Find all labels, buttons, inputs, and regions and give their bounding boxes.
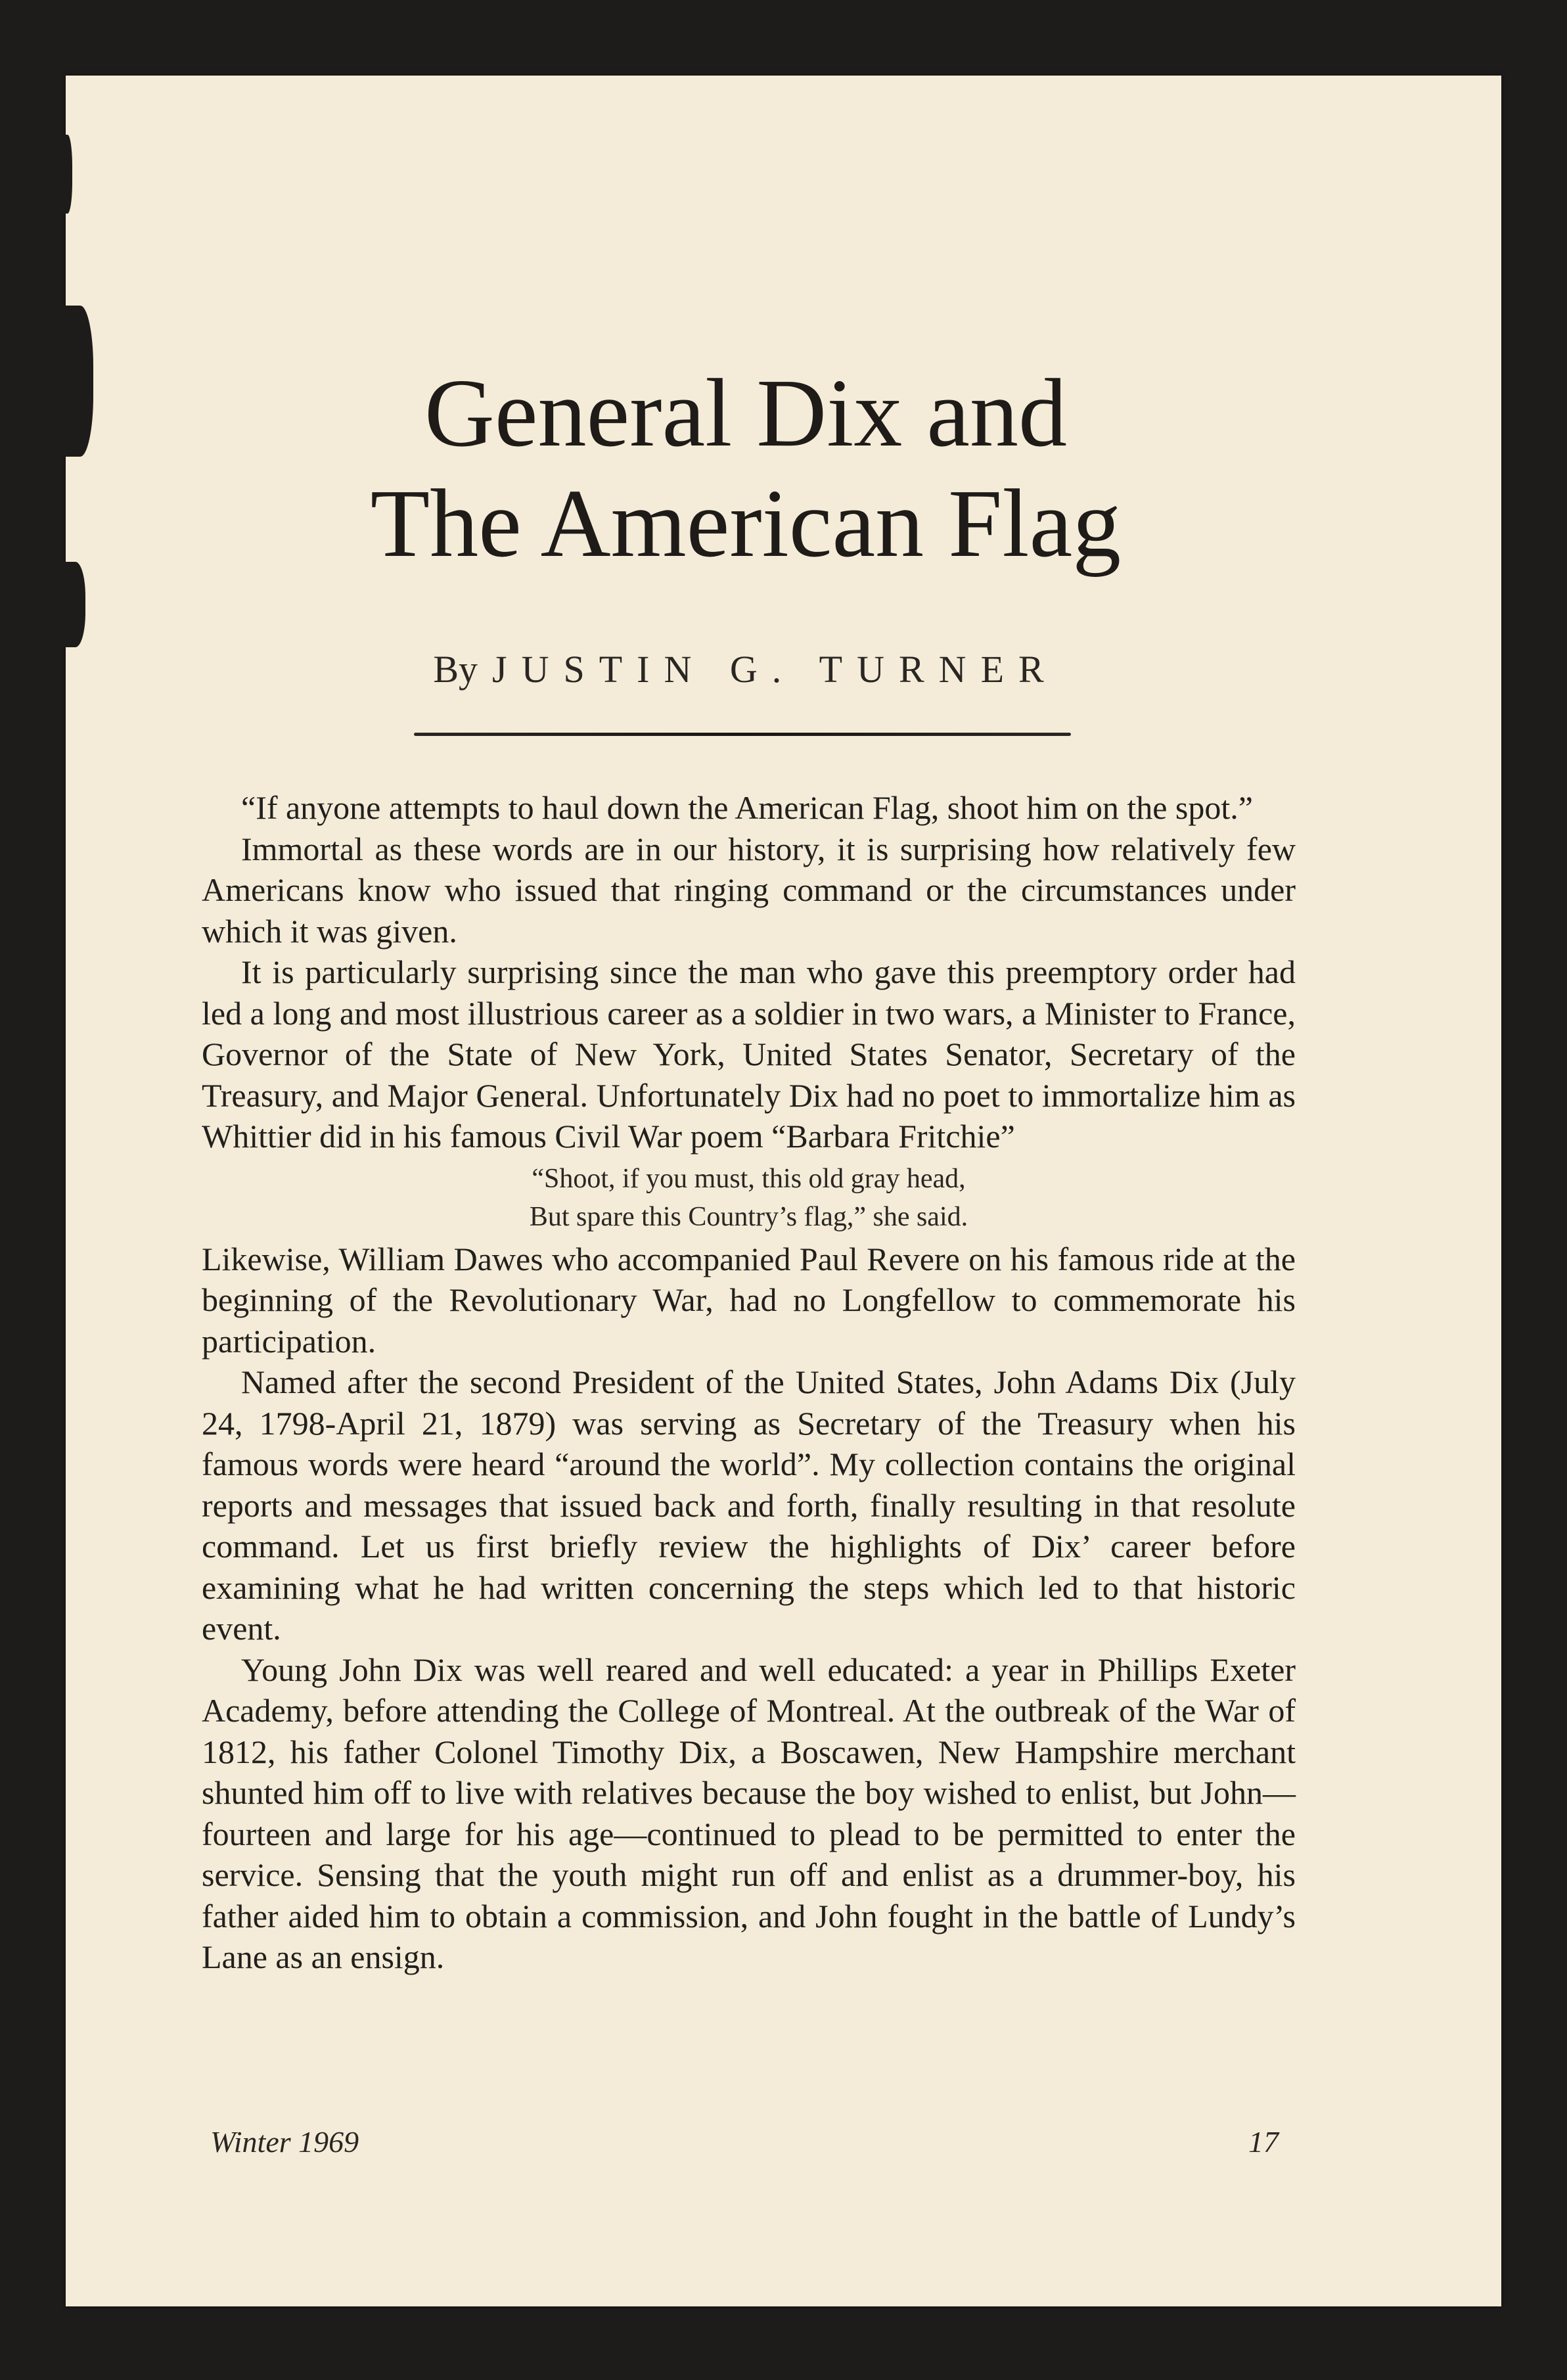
paragraph: “If anyone attempts to haul down the American Flag, shoot him on the spot.”	[241, 789, 1253, 826]
byline-author: JUSTIN G. TURNER	[492, 648, 1058, 691]
paragraph: Immortal as these words are in our history, it is surprising how relatively few Americans know who issued that ringing command or the circumstances under which it was given.	[202, 830, 1296, 950]
paragraph: Likewise, William Dawes who accompanied Paul Revere on his famous ride at the beginning of the Revolutionary War, had no Longfellow to commemorate his participation.	[202, 1240, 1296, 1360]
byline	[66, 647, 1426, 691]
article-body	[202, 787, 1296, 1978]
page-number: 17	[1248, 2125, 1279, 2159]
poem-line: “Shoot, if you must, this old gray head,	[532, 1163, 966, 1194]
paragraph: It is particularly surprising since the man who gave this preemptory order had led a long and most illustrious career as a soldier in two wars, a Minister to France, Governor of the State of New York, United States Senator, Secretary of the Treasury, and Major General. Unfortunately Dix had no poet to immortalize him as Whittier did in his famous Civil War poem “Barbara Fritchie”	[202, 953, 1296, 1155]
paragraph: Young John Dix was well reared and well educated: a year in Phillips Exeter Academy, before attending the College of Montreal. At the outbreak of the War of 1812, his father Colonel Timothy Dix, a Boscawen, New Hampshire merchant shunted him off to live with relatives because the boy wished to enlist, but John—fourteen and large for his age—continued to plead to be permitted to enter the service. Sensing that the youth might run off and enlist as a drummer-boy, his father aided him to obtain a commission, and John fought in the battle of Lundy’s Lane as an ensign.	[202, 1651, 1296, 1975]
byline-prefix: By	[433, 648, 478, 691]
paragraph: Named after the second President of the United States, John Adams Dix (July 24, 1798-April 21, 1879) was serving as Secretary of the Treasury when his famous words were heard “around the world”. My collection contains the original reports and messages that issued back and forth, finally resulting in that resolute command. Let us first briefly review the highlights of Dix’ career before examining what he had written concerning the steps which led to that historic event.	[202, 1363, 1296, 1647]
poem-line: But spare this Country’s flag,” she said.	[529, 1201, 968, 1232]
title-line-2: The American Flag	[370, 470, 1122, 578]
poem-quote	[202, 1157, 1296, 1239]
title-divider	[414, 733, 1071, 736]
title-line-1: General Dix and	[424, 359, 1068, 467]
article-title	[66, 358, 1426, 579]
issue-date: Winter 1969	[210, 2125, 359, 2159]
torn-edge	[60, 135, 72, 214]
page	[66, 76, 1501, 2306]
